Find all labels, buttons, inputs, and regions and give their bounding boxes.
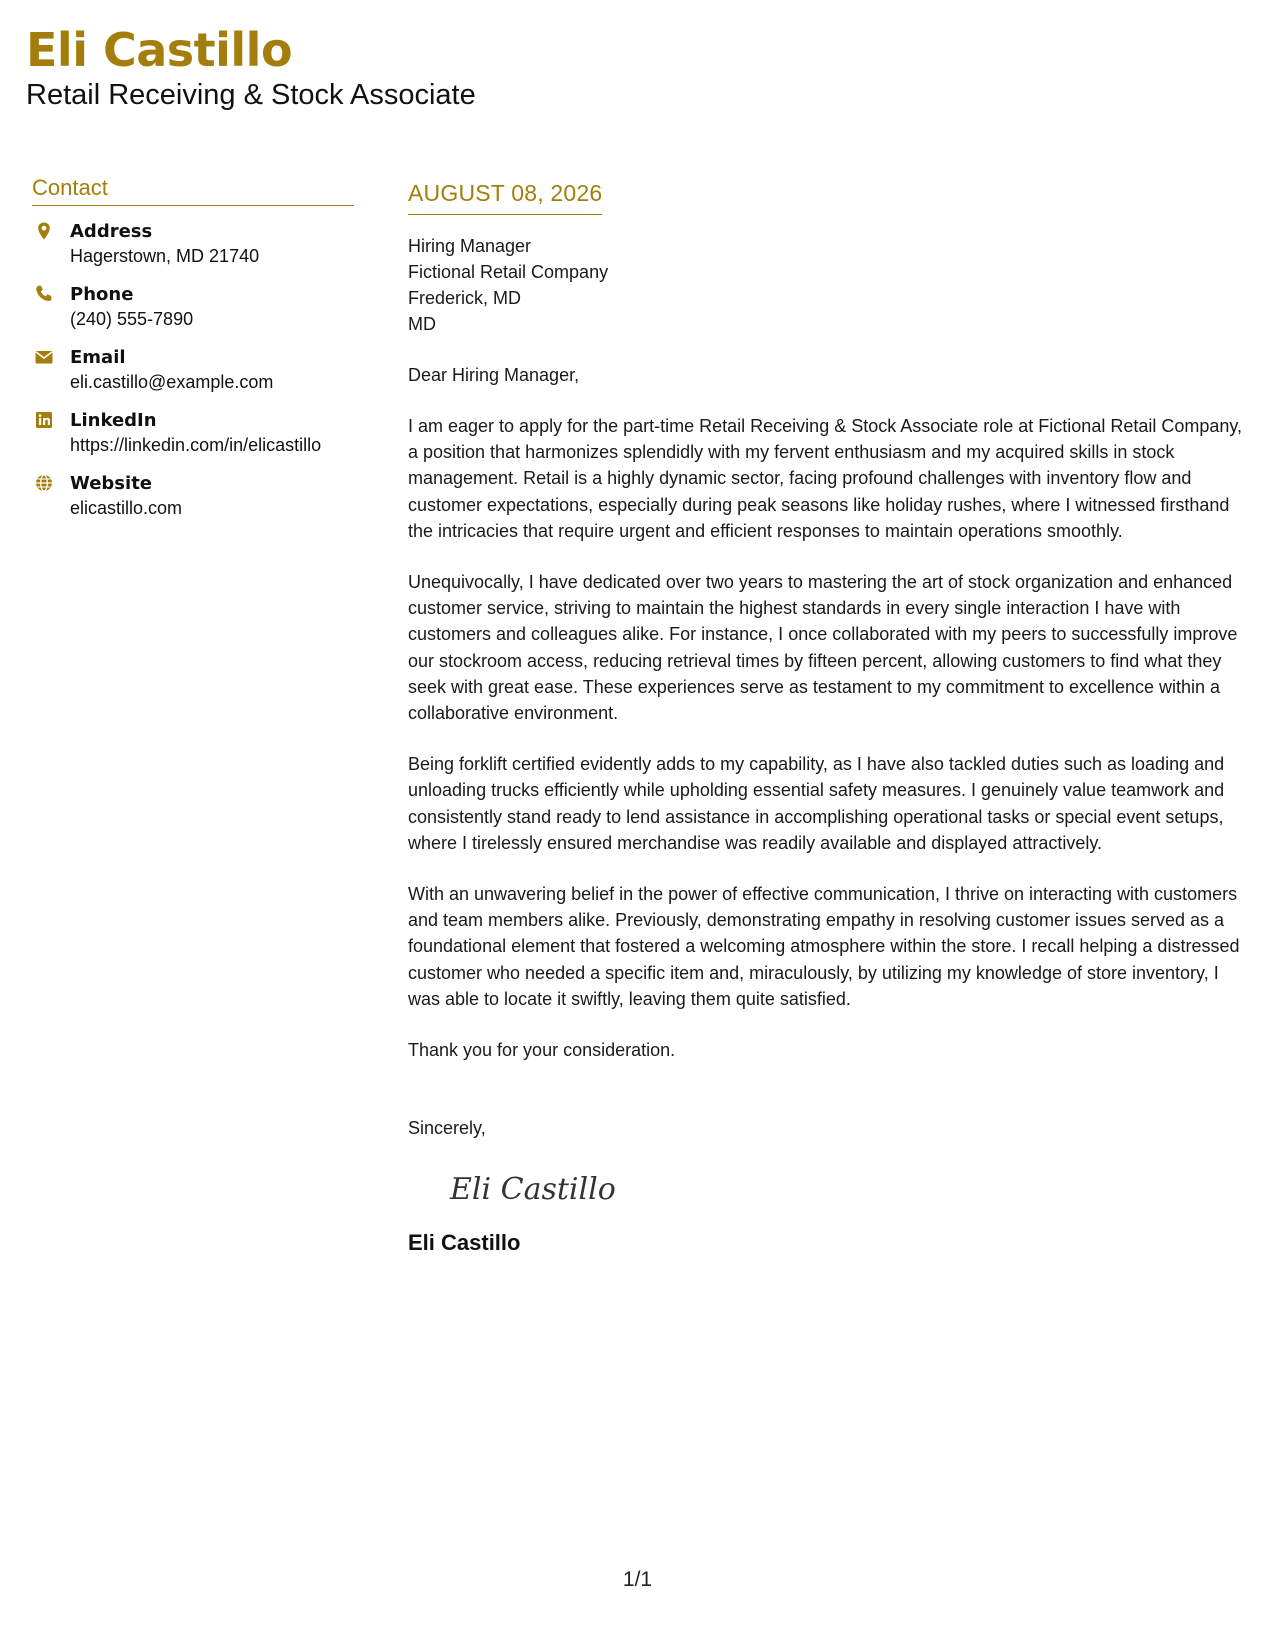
contact-value: Hagerstown, MD 21740 bbox=[70, 246, 260, 266]
letter-date: AUGUST 08, 2026 bbox=[408, 178, 602, 215]
letter-paragraph: I am eager to apply for the part-time Retail Receiving & Stock Associate role at Fictional Retail Company, a position that harmonizes splendidly with my fervent enthusiasm and my acquired skills in stock management. Retail is a highly dynamic sector, facing profound challenges with inventory flow and customer expectations, especially during peak seasons like holiday rushes, where I witnessed firsthand the intricacies that require urgent and efficient responses to maintain operations smoothly. bbox=[408, 416, 1243, 541]
recipient-line: Frederick, MD bbox=[408, 288, 522, 308]
contact-label: Address bbox=[70, 221, 153, 242]
recipient-block bbox=[408, 233, 1248, 337]
greeting: Dear Hiring Manager, bbox=[408, 365, 580, 385]
contact-value[interactable]: eli.castillo@example.com bbox=[70, 372, 274, 392]
letter-paragraph: With an unwavering belief in the power of effective communication, I thrive on interacting with customers and team members alike. Previously, demonstrating empathy in resolving customer issues served as a foundational element that fostered a welcoming atmosphere within the store. I recall helping a distressed customer who needed a specific item and, miraculously, by utilizing my knowledge of store inventory, I was able to locate it swiftly, leaving them quite satisfied. bbox=[408, 884, 1240, 1009]
contact-sidebar bbox=[32, 174, 354, 535]
contact-value[interactable]: https://linkedin.com/in/elicastillo bbox=[70, 435, 322, 455]
cover-letter bbox=[408, 178, 1248, 1257]
contact-label: LinkedIn bbox=[70, 410, 157, 431]
candidate-name: Eli Castillo bbox=[26, 23, 293, 77]
signer-name: Eli Castillo bbox=[408, 1230, 521, 1256]
candidate-role: Retail Receiving & Stock Associate bbox=[26, 79, 476, 111]
contact-section-title: Contact bbox=[32, 174, 354, 206]
contact-label: Website bbox=[70, 473, 153, 494]
signature-text: Eli Castillo bbox=[450, 1172, 616, 1208]
recipient-line: Hiring Manager bbox=[408, 236, 532, 256]
recipient-line: MD bbox=[408, 314, 436, 334]
contact-item-email bbox=[32, 346, 354, 395]
closing: Sincerely, bbox=[408, 1118, 486, 1139]
letter-paragraph: Being forklift certified evidently adds to my capability, as I have also tackled duties such as loading and unloading trucks efficiently while upholding essential safety measures. I genuinely value teamwork and consistently stand ready to lend assistance in accomplishing operational tasks or special event setups, where I tirelessly ensured merchandise was readily available and displayed attractively. bbox=[408, 754, 1225, 853]
handwritten-signature bbox=[448, 1163, 628, 1213]
letter-paragraph: Thank you for your consideration. bbox=[408, 1040, 676, 1061]
contact-label: Phone bbox=[70, 284, 134, 305]
phone-icon bbox=[34, 284, 54, 304]
linkedin-icon bbox=[34, 410, 54, 430]
envelope-icon bbox=[34, 347, 54, 367]
recipient-line: Fictional Retail Company bbox=[408, 262, 609, 282]
map-pin-icon bbox=[34, 221, 54, 241]
contact-item-address bbox=[32, 220, 354, 269]
contact-value: (240) 555-7890 bbox=[70, 309, 194, 329]
letter-paragraph: Unequivocally, I have dedicated over two years to mastering the art of stock organization and enhanced customer service, striving to maintain the highest standards in every single interaction I have with customers and colleagues alike. For instance, I once collaborated with my peers to successfully improve our stockroom access, reducing retrieval times by fifteen percent, allowing customers to find what they seek with great ease. These experiences serve as testament to my commitment to excellence within a collaborative environment. bbox=[408, 572, 1238, 724]
globe-icon bbox=[34, 473, 54, 493]
contact-list bbox=[32, 220, 354, 521]
contact-value[interactable]: elicastillo.com bbox=[70, 498, 183, 518]
contact-item-phone bbox=[32, 283, 354, 332]
contact-item-linkedin bbox=[32, 409, 354, 458]
contact-label: Email bbox=[70, 347, 126, 368]
contact-item-website bbox=[32, 472, 354, 521]
page-number: 1/1 bbox=[622, 1568, 653, 1591]
resume-header bbox=[26, 22, 476, 112]
